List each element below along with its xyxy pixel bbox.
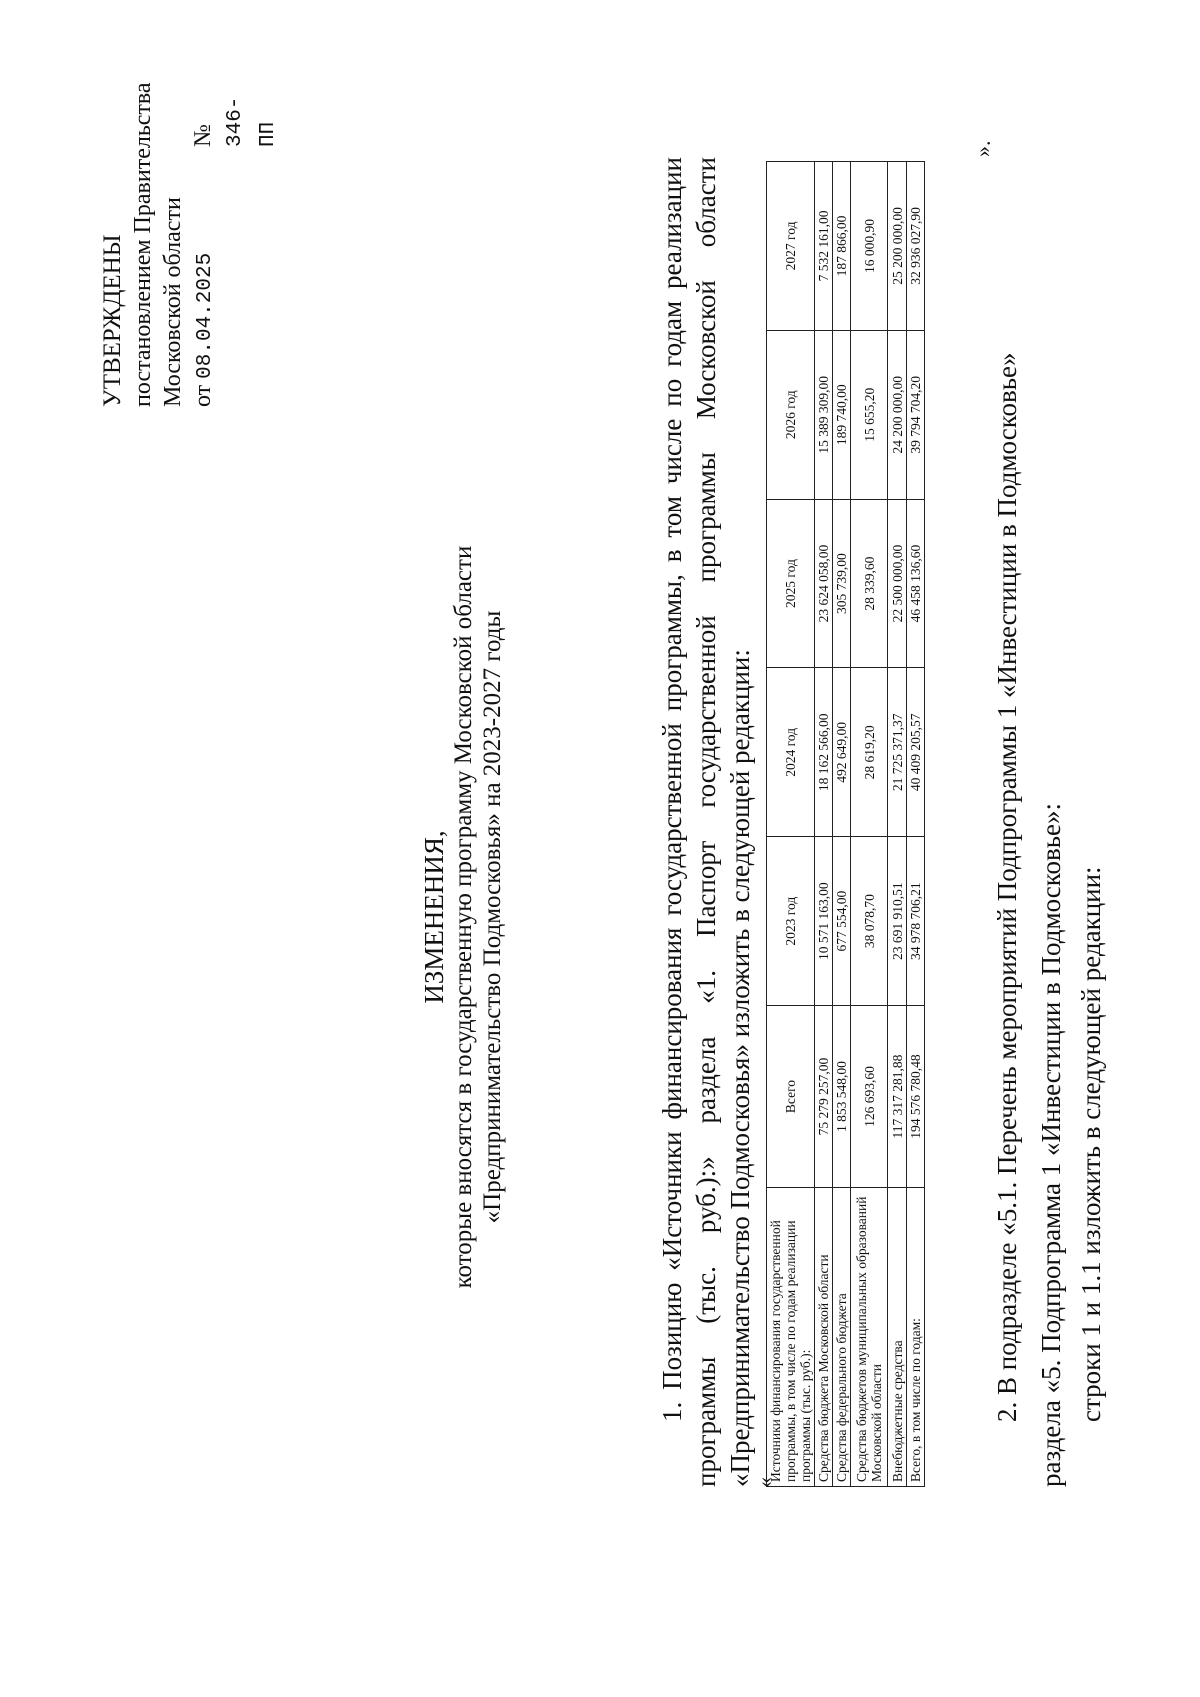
approval-number: 346-ПП [224,96,280,147]
table-row [888,162,907,1487]
paragraph-1: 1. Позицию «Источники финансирования государственной программы, в том числе по годам реализации программы (тыс. руб.):» раздела «1. Паспорт государственной программы Московской области «Предпринимательство Подмосковья» изложить в следующей редакции: [657,157,755,1487]
header-2027: 2027 год [767,162,815,331]
row-label: Средства бюджетов муниципальных образований Московской области [851,1188,888,1487]
cell-value: 28 619,20 [851,668,888,837]
document-title [420,467,507,1367]
approval-heading: УТВЕРЖДЕНЫ [99,234,126,407]
cell-value: 305 739,00 [833,499,851,668]
table-row [833,162,851,1487]
approval-line-2: Московской области [160,197,186,407]
cell-value: 18 162 566,00 [815,668,833,837]
approval-date-row [188,82,280,407]
cell-value: 117 317 281,88 [888,1006,907,1188]
cell-value: 1 853 548,00 [833,1006,851,1188]
table-header-row [767,162,815,1487]
paragraph-2: 2. В подразделе «5.1. Перечень мероприятий Подпрограммы 1 «Инвестиции в Подмосковье» [992,352,1022,1422]
cell-value: 32 936 027,90 [907,162,925,331]
cell-value: 28 339,60 [851,499,888,668]
cell-value: 23 691 910,51 [888,837,907,1006]
cell-value: 34 978 706,21 [907,837,925,1006]
cell-value: 21 725 371,37 [888,668,907,837]
table-row [815,162,833,1487]
title-main: ИЗМЕНЕНИЯ, [419,830,449,1004]
cell-value: 492 649,00 [833,668,851,837]
table-row [851,162,888,1487]
cell-value: 189 740,00 [833,330,851,499]
paragraph-2-lines: строки 1 и 1.1 изложить в следующей редакции: [1076,866,1106,1422]
quote-open: « [752,1477,777,1488]
cell-value: 194 576 780,48 [907,1006,925,1188]
title-line-2: которые вносятся в государственную программу Московской области [450,545,477,1289]
financing-table [766,161,925,1487]
cell-value: 16 000,90 [851,162,888,331]
cell-value: 15 655,20 [851,330,888,499]
cell-value: 25 200 000,00 [888,162,907,331]
approval-stamp [98,82,280,407]
table-row-total [907,162,925,1487]
cell-value: 22 500 000,00 [888,499,907,668]
cell-value: 23 624 058,00 [815,499,833,668]
cell-value: 126 693,60 [851,1006,888,1188]
title-line-3: «Предпринимательство Подмосковья» на 2023-2027 годы [479,610,506,1224]
number-label: № [190,124,216,147]
quote-close: ». [970,140,995,157]
row-label: Всего, в том числе по годам: [907,1188,925,1487]
paragraph-2-continued: раздела «5. Подпрограмма 1 «Инвестиции в Подмосковье»: [1036,802,1066,1487]
approval-line-1: постановлением Правительства [130,82,156,407]
cell-value: 677 554,00 [833,837,851,1006]
header-2024: 2024 год [767,668,815,837]
cell-value: 7 532 161,00 [815,162,833,331]
cell-value: 75 279 257,00 [815,1006,833,1188]
cell-value: 187 866,00 [833,162,851,331]
approval-date: 08.04.2025 [194,252,217,379]
from-label: от [190,384,216,407]
cell-value: 39 794 704,20 [907,330,925,499]
header-sources: Источники финансирования государственной программы, в том числе по годам реализации программы (тыс. руб.): [767,1188,815,1487]
header-2026: 2026 год [767,330,815,499]
cell-value: 15 389 309,00 [815,330,833,499]
cell-value: 24 200 000,00 [888,330,907,499]
cell-value: 38 078,70 [851,837,888,1006]
header-total: Всего [767,1006,815,1188]
cell-value: 40 409 205,57 [907,668,925,837]
cell-value: 46 458 136,60 [907,499,925,668]
header-2025: 2025 год [767,499,815,668]
cell-value: 10 571 163,00 [815,837,833,1006]
row-label: Средства бюджета Московской области [815,1188,833,1487]
row-label: Внебюджетные средства [888,1188,907,1487]
header-2023: 2023 год [767,837,815,1006]
row-label: Средства федерального бюджета [833,1188,851,1487]
